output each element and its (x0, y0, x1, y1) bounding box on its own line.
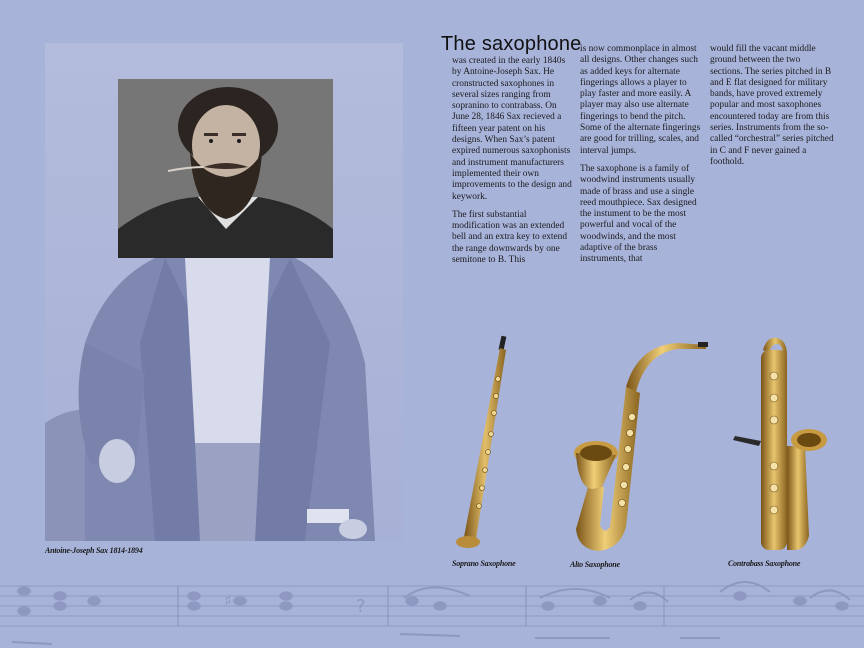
portrait-face-inset (118, 79, 333, 258)
soprano-saxophone-image (450, 334, 510, 556)
paragraph: The saxophone is a family of woodwind instruments usually made of brass and use a single reed mouthpiece. Sax designed the instument to be the most powerful and vocal of the woodwinds, and the most adaptive of the brass instruments, that (580, 163, 697, 265)
music-staff-decoration (0, 572, 864, 648)
article-title: The saxophone (441, 33, 582, 55)
alto-caption: Alto Saxophone (570, 560, 620, 569)
portrait-caption: Antoine-Joseph Sax 1814-1894 (45, 546, 143, 555)
svg-text:♯: ♯ (224, 591, 232, 610)
paragraph: The first substantial modification was an extended bell and an extra key to extend the range downwards by one semitone to B. This (452, 209, 568, 266)
svg-text:?: ? (356, 596, 366, 617)
paragraph: is now commonplace in almost all designs. Other changes such as added keys for alternate fingerings allows a player to play faster and more easily. A player may also use alternate fingerings to bend the pitch. Some of the alternate fingerings are good for trilling, scales, and interval jumps. (580, 44, 701, 156)
contrabass-caption: Contrabass Saxophone (728, 559, 801, 568)
paragraph: would fill the vacant middle ground between the two sections. The series pitched in B and E flat designed for military bands, have proved extremely popular and most saxophones encountered today are from this series. Instruments from the so-called “orchestral” series pitched in C and F never gained a foothold. (710, 44, 834, 167)
contrabass-saxophone-image (725, 336, 830, 558)
text-column-2 (580, 44, 702, 273)
soprano-caption: Soprano Saxophone (452, 559, 516, 568)
alto-saxophone-image (568, 337, 713, 557)
text-column-1 (452, 56, 574, 273)
text-column-3 (710, 44, 834, 175)
paragraph: was created in the early 1840s by Antoine-Joseph Sax. He cronstructed saxophones in several sizes ranging from sopranino to contrabass. On June 28, 1846 Sax recieved a fifteen year patent on his designs. When Sax’s patent expired numerous saxophonists and instrument manufacturers implemented their own improvements to the design and keywork. (452, 56, 572, 202)
